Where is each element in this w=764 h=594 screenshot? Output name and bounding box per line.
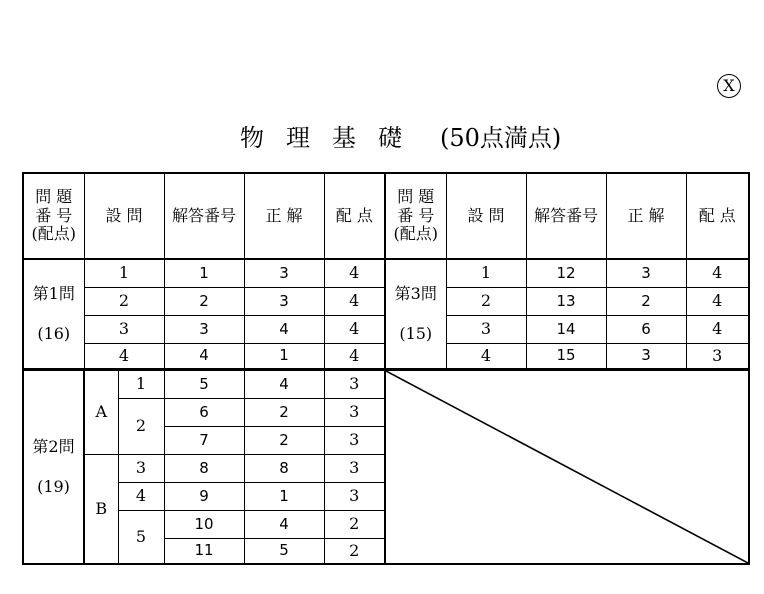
table-row	[23, 259, 749, 287]
answer-table-upper	[22, 172, 750, 370]
q2-setsumon: 4	[118, 482, 164, 510]
q2-bango: 9	[164, 482, 244, 510]
header-mondai-line3: (配点)	[31, 224, 76, 244]
q3-seikai: 6	[606, 315, 686, 343]
q1-bango: 3	[164, 315, 244, 343]
q2-seikai: 2	[244, 426, 324, 454]
q2-seikai: 1	[244, 482, 324, 510]
circled-x-mark: X	[717, 74, 741, 98]
header-haiten-left: 配 点	[324, 173, 385, 259]
q2-seikai: 2	[244, 398, 324, 426]
q1-seikai: 3	[244, 287, 324, 315]
q1-haiten: 4	[324, 259, 385, 287]
q1-setsumon: 2	[84, 287, 164, 315]
q3-label-cell	[385, 259, 446, 369]
q2-seikai: 8	[244, 454, 324, 482]
q2-bango: 11	[164, 538, 244, 564]
q2-setsumon: 1	[118, 370, 164, 398]
q3-haiten: 4	[686, 287, 749, 315]
q2-haiten: 3	[324, 482, 385, 510]
q1-label: 第1問	[32, 283, 75, 303]
q1-setsumon: 1	[84, 259, 164, 287]
q3-setsumon: 1	[446, 259, 526, 287]
q1-bango: 4	[164, 343, 244, 369]
header-mondai-line2: 番 号	[35, 205, 73, 225]
header-haiten-right: 配 点	[686, 173, 749, 259]
title-sub: (50点満点)	[440, 124, 562, 152]
q2-haiten: 2	[324, 538, 385, 564]
header-setsumon-left: 設 問	[84, 173, 164, 259]
q3-seikai: 2	[606, 287, 686, 315]
q3-bango: 13	[526, 287, 606, 315]
header-seikai-left: 正 解	[244, 173, 324, 259]
header-mondai-right	[385, 173, 446, 259]
q2-group-a: A	[84, 370, 118, 454]
q3-haiten: 4	[686, 259, 749, 287]
q2-haiten: 3	[324, 454, 385, 482]
q1-label-cell	[23, 259, 84, 369]
q2-haiten: 3	[324, 370, 385, 398]
header-mondai-line3: (配点)	[393, 224, 438, 244]
header-mondai-line1: 問 題	[35, 187, 73, 207]
q2-bango: 6	[164, 398, 244, 426]
header-mondai-left	[23, 173, 84, 259]
q2-setsumon: 2	[118, 398, 164, 454]
title-main: 物理基礎	[240, 124, 424, 152]
q3-points: (15)	[399, 324, 433, 343]
q1-seikai: 1	[244, 343, 324, 369]
q3-bango: 14	[526, 315, 606, 343]
q3-bango: 12	[526, 259, 606, 287]
q1-seikai: 4	[244, 315, 324, 343]
q3-haiten: 4	[686, 315, 749, 343]
q1-haiten: 4	[324, 343, 385, 369]
page-title	[240, 118, 561, 153]
header-setsumon-right: 設 問	[446, 173, 526, 259]
q1-points: (16)	[37, 324, 71, 343]
q2-bango: 7	[164, 426, 244, 454]
header-mondai-line2: 番 号	[397, 205, 435, 225]
header-kaito-bango-right: 解答番号	[526, 173, 606, 259]
q2-setsumon: 3	[118, 454, 164, 482]
q1-setsumon: 3	[84, 315, 164, 343]
answer-table-lower	[22, 369, 750, 565]
q2-seikai: 4	[244, 370, 324, 398]
q3-setsumon: 4	[446, 343, 526, 369]
q3-setsumon: 2	[446, 287, 526, 315]
q2-label-cell	[23, 370, 84, 564]
q3-seikai: 3	[606, 343, 686, 369]
q2-setsumon: 5	[118, 510, 164, 564]
q1-setsumon: 4	[84, 343, 164, 369]
q1-haiten: 4	[324, 315, 385, 343]
q2-haiten: 3	[324, 398, 385, 426]
q1-haiten: 4	[324, 287, 385, 315]
q1-seikai: 3	[244, 259, 324, 287]
q2-bango: 10	[164, 510, 244, 538]
q2-bango: 8	[164, 454, 244, 482]
header-row	[23, 173, 749, 259]
q2-haiten: 3	[324, 426, 385, 454]
q2-bango: 5	[164, 370, 244, 398]
q2-seikai: 4	[244, 510, 324, 538]
q3-bango: 15	[526, 343, 606, 369]
q1-bango: 2	[164, 287, 244, 315]
table-row	[23, 370, 749, 398]
q3-seikai: 3	[606, 259, 686, 287]
diagonal-line	[386, 371, 748, 563]
q3-label: 第3問	[394, 283, 437, 303]
header-kaito-bango-left: 解答番号	[164, 173, 244, 259]
header-seikai-right: 正 解	[606, 173, 686, 259]
blank-diagonal-cell	[385, 370, 749, 564]
q2-haiten: 2	[324, 510, 385, 538]
q2-seikai: 5	[244, 538, 324, 564]
q3-haiten: 3	[686, 343, 749, 369]
q1-bango: 1	[164, 259, 244, 287]
header-mondai-line1: 問 題	[397, 187, 435, 207]
q2-label: 第2問	[32, 436, 75, 456]
q2-group-b: B	[84, 454, 118, 564]
q2-points: (19)	[37, 477, 70, 496]
q3-setsumon: 3	[446, 315, 526, 343]
